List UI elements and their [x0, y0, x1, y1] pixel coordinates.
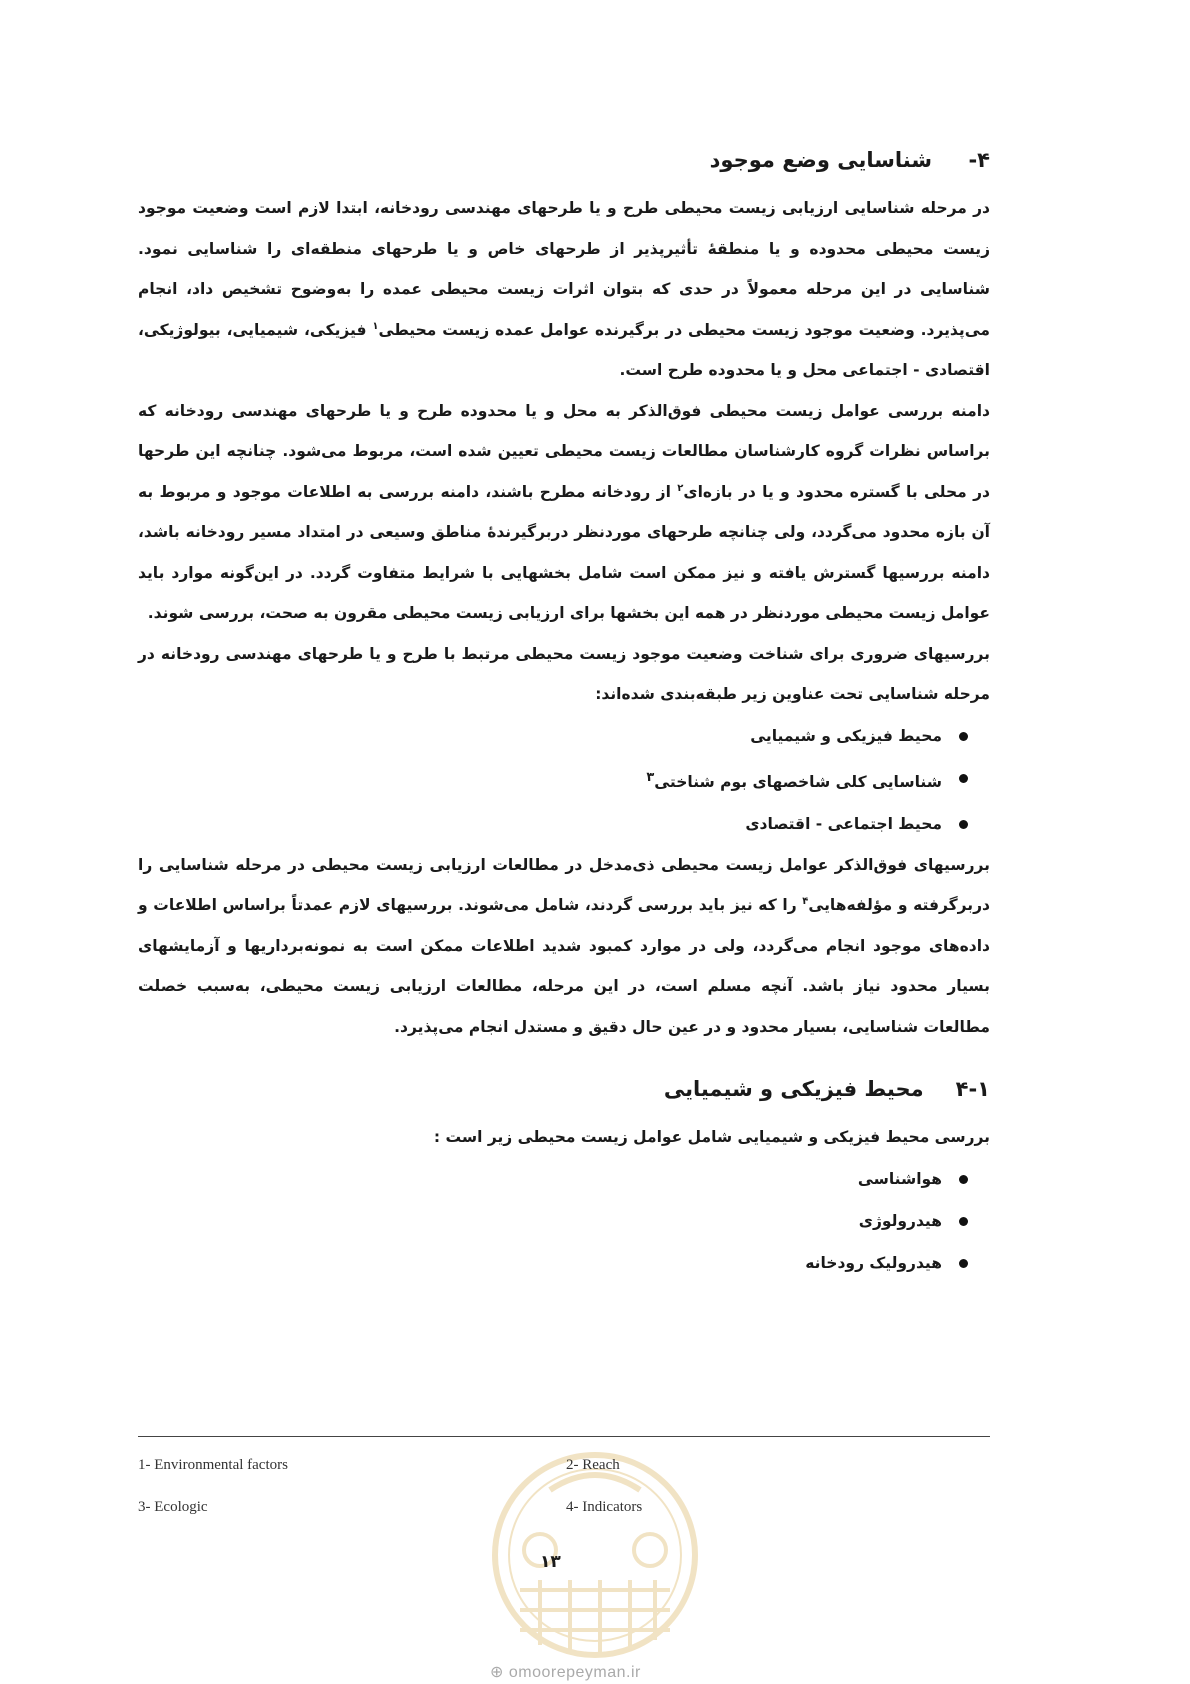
paragraph-text: را که نیز باید بررسی گردند، شامل می‌شوند. بررسیهای لازم عمدتاً براساس اطلاعات و داده‌های موجود انجام می‌گردد، ولی در موارد کمبود شدید اطلاعات ممکن است به نمونه‌برداریها و آزمایشهای بسیار محدود نیاز باشد. آنچه مسلم است، در این مرحله، مطالعات ارزیابی زیست محیطی، به‌سبب خصلت مطالعات شناسایی، بسیار محدود و در عین حال دقیق و مستدل انجام می‌پذیرد. [138, 896, 990, 1036]
bullet-list-1 [138, 715, 990, 845]
footnote-3: 3- Ecologic [138, 1499, 208, 1515]
footnote-ref: ۳ [646, 769, 655, 785]
paragraph-1 [138, 188, 990, 391]
subsection-title: محیط فیزیکی و شیمیایی [663, 1077, 924, 1102]
page-number: ۱۳ [540, 1552, 561, 1572]
globe-icon: ⊕ [490, 1664, 504, 1681]
footnote-ref: ۴ [802, 896, 809, 907]
subsection-number: ۴-۱ [955, 1077, 990, 1102]
section-heading [138, 148, 990, 172]
list-item [138, 715, 972, 757]
watermark-site [490, 1662, 641, 1682]
subsection-intro: بررسی محیط فیزیکی و شیمیایی شامل عوامل زیست محیطی زیر است : [433, 1128, 990, 1147]
footnote-1: 1- Environmental factors [138, 1457, 288, 1473]
list-item [138, 757, 972, 803]
paragraph-3: بررسیهای ضروری برای شناخت وضعیت موجود زیست محیطی مرتبط با طرح و یا طرحهای مهندسی رودخانه در مرحله شناسایی تحت عناوین زیر طبقه‌بندی شده‌اند: [138, 644, 990, 703]
paragraph-text: فیزیکی، شیمیایی، بیولوژیکی، اقتصادی - اجتماعی محل و یا محدوده طرح است. [138, 320, 990, 379]
document-body [138, 148, 990, 1284]
list-item: هیدرولوژی [138, 1200, 972, 1242]
watermark-site-text: omoorepeyman.ir [508, 1664, 641, 1681]
footnotes [138, 1436, 990, 1517]
paragraph-4 [138, 845, 990, 1048]
paragraph-2 [138, 391, 990, 634]
footnote-ref: ۱ [372, 320, 379, 332]
list-item-text: محیط اجتماعی - اقتصادی [745, 814, 942, 833]
footnote-2: 2- Reach [566, 1457, 620, 1473]
paragraph-text: در مرحله شناسایی ارزیابی زیست محیطی طرح و یا طرحهای مهندسی رودخانه، ابتدا لازم است وضعیت موجود زیست محیطی محدوده و یا منطقهٔ تأثیرپذیر از طرحهای خاص و یا طرحهای منطقه‌ای را شناسایی نمود. شناسایی در این مرحله معمولاً در حدی که بتوان اثرات زیست محیطی عمده را به‌وضوح تشخیص داد، انجام می‌پذیرد. وضعیت موجود زیست محیطی در برگیرنده عوامل عمده زیست محیطی [138, 199, 990, 339]
subsection-heading [138, 1077, 990, 1101]
list-item [138, 803, 972, 845]
footnote-ref: ۲ [677, 482, 684, 494]
list-item: هیدرولیک رودخانه [138, 1242, 972, 1284]
paragraph-text: از رودخانه مطرح باشند، دامنه بررسی به اطلاعات موجود و مربوط به آن بازه محدود می‌گردد، ولی چنانچه طرحهای موردنظر دربرگیرندهٔ مناطق وسیعی در امتداد مسیر رودخانه باشد، دامنه بررسیها گسترش یافته و نیز ممکن است شامل بخشهایی با شرایط متفاوت گردد. در این‌گونه موارد باید عوامل زیست محیطی موردنظر در همه این بخشها برای ارزیابی زیست محیطی مقرون به صحت، بررسی شوند. [138, 482, 990, 622]
section-number: ۴- [968, 148, 990, 172]
footnote-4: 4- Indicators [566, 1499, 643, 1515]
list-item: هواشناسی [138, 1158, 972, 1200]
paragraph-text: دامنه بررسی عوامل زیست محیطی فوق‌الذکر به محل و یا محدوده طرح و یا طرحهای مهندسی رودخانه که براساس نظرات گروه کارشناسان مطالعات زیست محیطی تعیین شده است، مربوط می‌شود. چنانچه این طرحها در محلی با گستره محدود و یا در بازه‌ای [138, 401, 990, 501]
bullet-list-2 [138, 1158, 990, 1284]
section-title: شناسایی وضع موجود [709, 148, 932, 172]
list-item-text: محیط فیزیکی و شیمیایی [750, 726, 942, 745]
list-item-text: شناسایی کلی شاخصهای بوم شناختی [654, 772, 942, 791]
paragraph-text: بررسیهای فوق‌الذکر عوامل زیست محیطی ذی‌مدخل در مطالعات ارزیابی زیست محیطی در مرحله شناسایی را دربرگرفته و مؤلفه‌هایی [138, 855, 991, 915]
